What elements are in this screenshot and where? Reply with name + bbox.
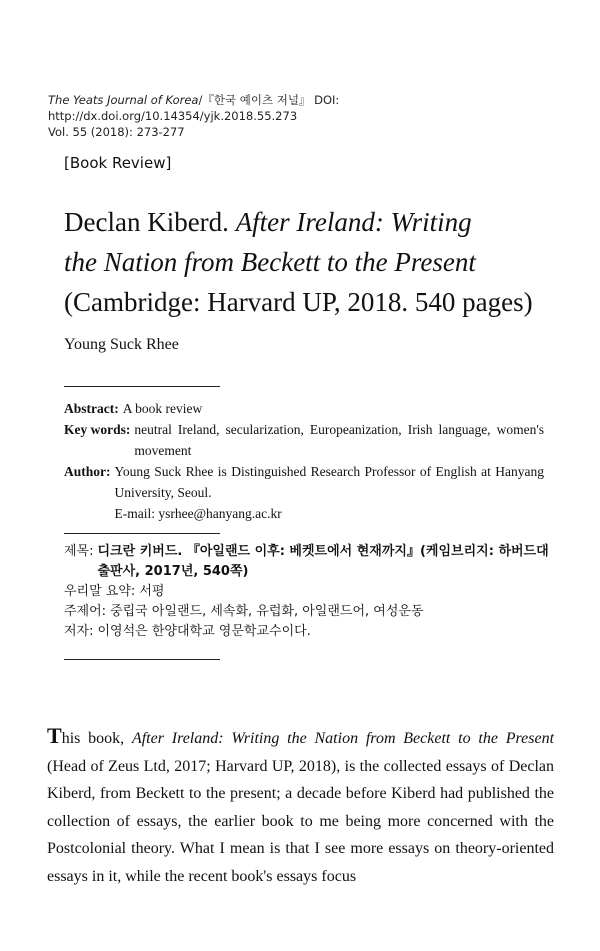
kr-topics-value: 중립국 아일랜드, 세속화, 유럽화, 아일랜드어, 여성운동 [110, 604, 424, 619]
journal-header [48, 92, 568, 140]
title-author: Declan Kiberd. [64, 207, 229, 237]
kr-topics-label: 주제어: [64, 604, 107, 619]
body-intro: his book, [61, 730, 132, 747]
author-email[interactable]: E-mail: ysrhee@hanyang.ac.kr [114, 506, 282, 521]
divider-3 [64, 659, 220, 660]
kr-author-label: 저자: [64, 624, 94, 639]
reviewer-name: Young Suck Rhee [64, 336, 179, 353]
title-book-line2: the Nation from Beckett to the Present [64, 247, 476, 277]
divider-1 [64, 386, 220, 387]
kr-summary-label: 우리말 요약: [64, 584, 136, 599]
kr-summary-value: 서평 [139, 584, 165, 599]
volume-info: Vol. 55 (2018): 273-277 [48, 125, 185, 139]
korean-metadata [64, 542, 554, 642]
drop-cap: T [47, 723, 62, 748]
keywords-value: neutral Ireland, secularization, Europeanization, Irish language, women's movement [134, 422, 544, 458]
kr-author-value: 이영석은 한양대학교 영문학교수이다. [97, 624, 311, 639]
author-info-label: Author: [64, 464, 111, 479]
journal-name-kr: /『한국 예이츠 저널』 [198, 93, 311, 107]
body-paragraph [47, 722, 554, 890]
keywords-row [64, 419, 544, 461]
section-label: [Book Review] [64, 154, 172, 172]
author-info-row [64, 461, 544, 524]
abstract-label: Abstract: [64, 401, 119, 416]
body-rest: (Head of Zeus Ltd, 2017; Harvard UP, 2018), is the collected essays of Declan Kiberd, from Beckett to the present; a decade before Kiberd had published the collection of essays, the earlier book to me being more concerned with the Postcolonial theory. What I mean is that I see more essays on theory-oriented essays in it, while the recent book's essays focus [47, 757, 554, 885]
abstract-block [64, 398, 544, 524]
kr-title-row [64, 542, 554, 582]
title-book-line1: After Ireland: Writing [235, 207, 472, 237]
kr-summary-row [64, 582, 554, 602]
author-info-value [115, 461, 545, 524]
kr-title-value: 디크란 키버드. 『아일랜드 이후: 베켓트에서 현재까지』(케임브리지: 하버드대 출판사, 2017년, 540쪽) [97, 544, 549, 579]
kr-topics-row [64, 602, 554, 622]
kr-author-row [64, 622, 554, 642]
title-pub-info: (Cambridge: Harvard UP, 2018. 540 pages) [64, 287, 533, 317]
title-line-1 [64, 202, 584, 242]
divider-2 [64, 533, 220, 534]
keywords-label: Key words: [64, 422, 131, 437]
article-title [64, 202, 584, 322]
journal-citation-line [48, 92, 568, 124]
abstract-row [64, 398, 544, 419]
body-book-title: After Ireland: Writing the Nation from Beckett to the Present [131, 730, 555, 747]
kr-title-label: 제목: [64, 544, 94, 559]
journal-name-en: The Yeats Journal of Korea [48, 93, 199, 107]
author-bio: Young Suck Rhee is Distinguished Research Professor of English at Hanyang University, Seoul. [114, 464, 544, 500]
doi-link[interactable]: DOI: http://dx.doi.org/10.14354/yjk.2018.55.273 [48, 93, 340, 123]
abstract-value: A book review [122, 401, 203, 416]
